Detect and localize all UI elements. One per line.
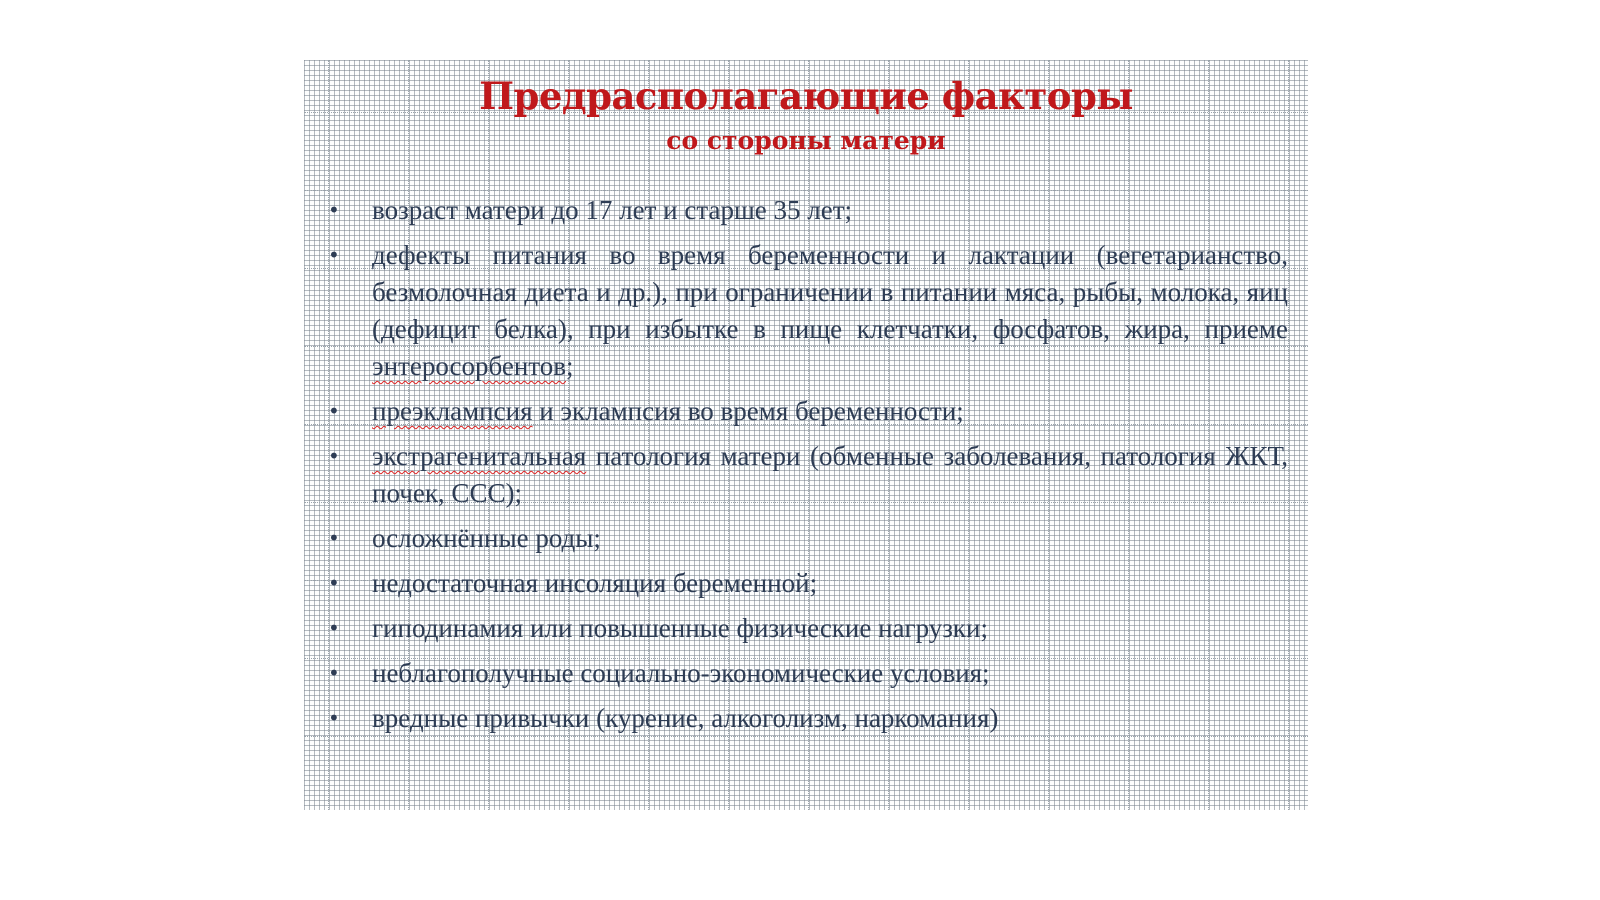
spellcheck-word: экстрагенитальная: [372, 441, 587, 471]
list-item: [324, 393, 1288, 430]
list-item-text: возраст матери до 17 лет и старше 35 лет;: [372, 195, 852, 225]
bullet-icon: •: [328, 399, 340, 423]
list-item-text: гиподинамия или повышенные физические нагрузки;: [372, 613, 988, 643]
list-item-text: недостаточная инсоляция беременной;: [372, 568, 818, 598]
list-item-text: вредные привычки (курение, алкоголизм, наркомания): [372, 703, 999, 733]
bullet-icon: •: [328, 661, 340, 685]
list-item: [324, 520, 1288, 557]
factor-list: [324, 192, 1288, 745]
slide-title: Предрасполагающие факторы: [479, 74, 1133, 118]
bullet-icon: •: [328, 571, 340, 595]
list-item-text: неблагополучные социально-экономические условия;: [372, 658, 990, 688]
spellcheck-word: энтеросорбентов: [372, 351, 566, 381]
list-item: [324, 655, 1288, 692]
list-item: [324, 565, 1288, 602]
spellcheck-word: преэклампсия: [372, 396, 533, 426]
list-item-text: дефекты питания во время беременности и лактации (вегетарианство, безмолочная диета и др.), при ограничении в питании мяса, рыбы, молока, яиц (дефицит белка), при избытке в пище клетчатки, фосфатов, жира, приеме: [372, 240, 1288, 344]
bullet-icon: •: [328, 526, 340, 550]
list-item: [324, 438, 1288, 512]
list-item: [324, 237, 1288, 385]
bullet-icon: •: [328, 706, 340, 730]
slide-subtitle: со стороны матери: [666, 126, 946, 155]
list-item-text: и эклампсия во время беременности;: [532, 396, 964, 426]
list-item-text: осложнённые роды;: [372, 523, 601, 553]
list-item: [324, 192, 1288, 229]
list-item: [324, 610, 1288, 647]
slide: [304, 60, 1308, 810]
bullet-icon: •: [328, 444, 340, 468]
list-item: [324, 700, 1288, 737]
bullet-icon: •: [328, 198, 340, 222]
list-item-text: патология матери (обменные заболевания, патология ЖКТ, почек, ССС);: [372, 441, 1288, 508]
list-item-text-end: ;: [565, 351, 574, 381]
bullet-icon: •: [328, 616, 340, 640]
bullet-icon: •: [328, 243, 340, 267]
